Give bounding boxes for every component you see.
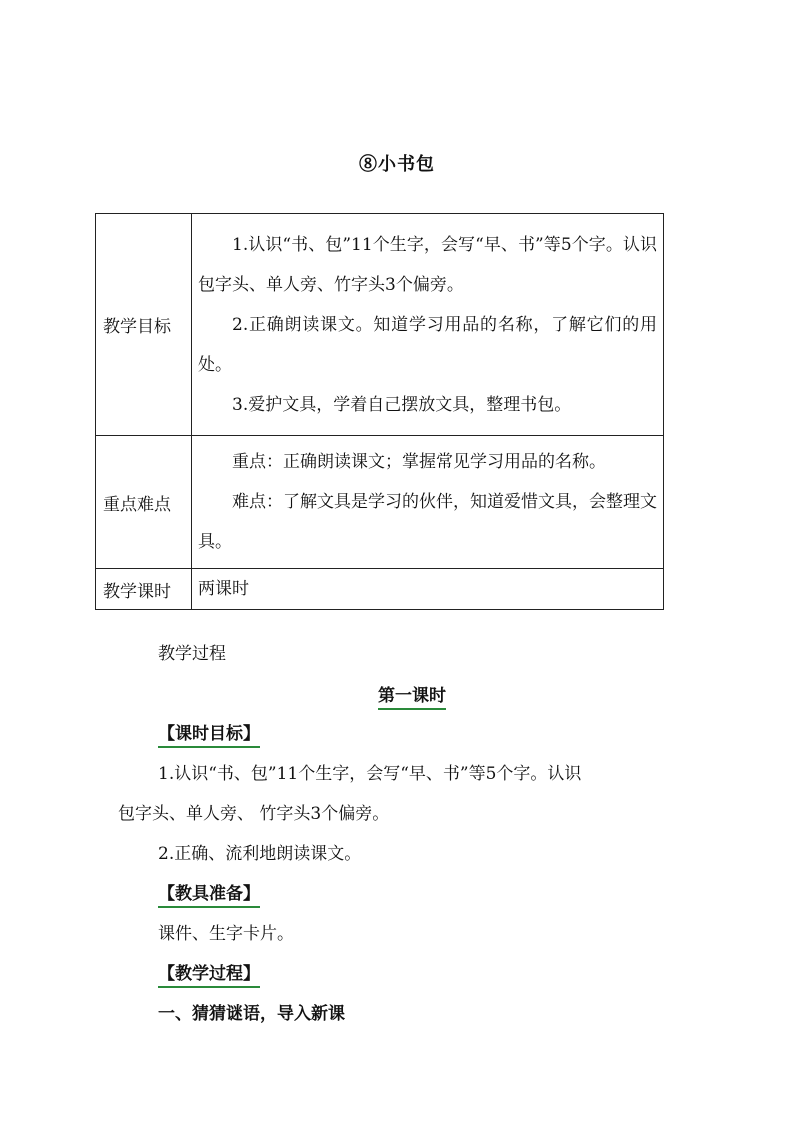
key-point: 重点：正确朗读课文；掌握常见学习用品的名称。 <box>232 452 606 472</box>
row-content <box>192 214 664 436</box>
goal-2: 2.正确、流利地朗读课文。 <box>158 844 362 864</box>
prep-heading: 【教具准备】 <box>158 884 260 908</box>
objective-1: 1.认识“书、包”11个生字，会写“早、书”等5个字。认识包字头、单人旁、竹字头3个偏旁。 <box>198 234 657 295</box>
process-label: 教学过程 <box>158 644 226 664</box>
lesson-body <box>118 714 674 1034</box>
table-row <box>96 436 664 569</box>
row-label: 重点难点 <box>96 436 192 569</box>
prep-text: 课件、生字卡片。 <box>158 924 294 944</box>
goal-1-continued: 包字头、单人旁、 竹字头3个偏旁。 <box>118 804 390 824</box>
lesson-count: 两课时 <box>198 579 249 599</box>
difficult-point: 难点：了解文具是学习的伙伴，知道爱惜文具，会整理文具。 <box>198 492 657 552</box>
objective-2: 2.正确朗读课文。知道学习用品的名称，了解它们的用处。 <box>198 314 657 375</box>
row-content <box>192 436 664 569</box>
row-content <box>192 569 664 610</box>
goal-heading: 【课时目标】 <box>158 724 260 748</box>
table-row <box>96 214 664 436</box>
lesson-title: 第一课时 <box>378 681 446 710</box>
process-heading: 【教学过程】 <box>158 964 260 988</box>
objective-3: 3.爱护文具，学着自己摆放文具，整理书包。 <box>232 394 572 415</box>
goal-1: 1.认识“书、包”11个生字，会写“早、书”等5个字。认识 <box>158 764 582 784</box>
lesson-plan-table <box>95 213 664 610</box>
row-label: 教学目标 <box>96 214 192 436</box>
row-label: 教学课时 <box>96 569 192 610</box>
step-1: 一、猜猜谜语，导入新课 <box>158 1004 345 1024</box>
page-title: ⑧小书包 <box>359 154 435 175</box>
table-row <box>96 569 664 610</box>
